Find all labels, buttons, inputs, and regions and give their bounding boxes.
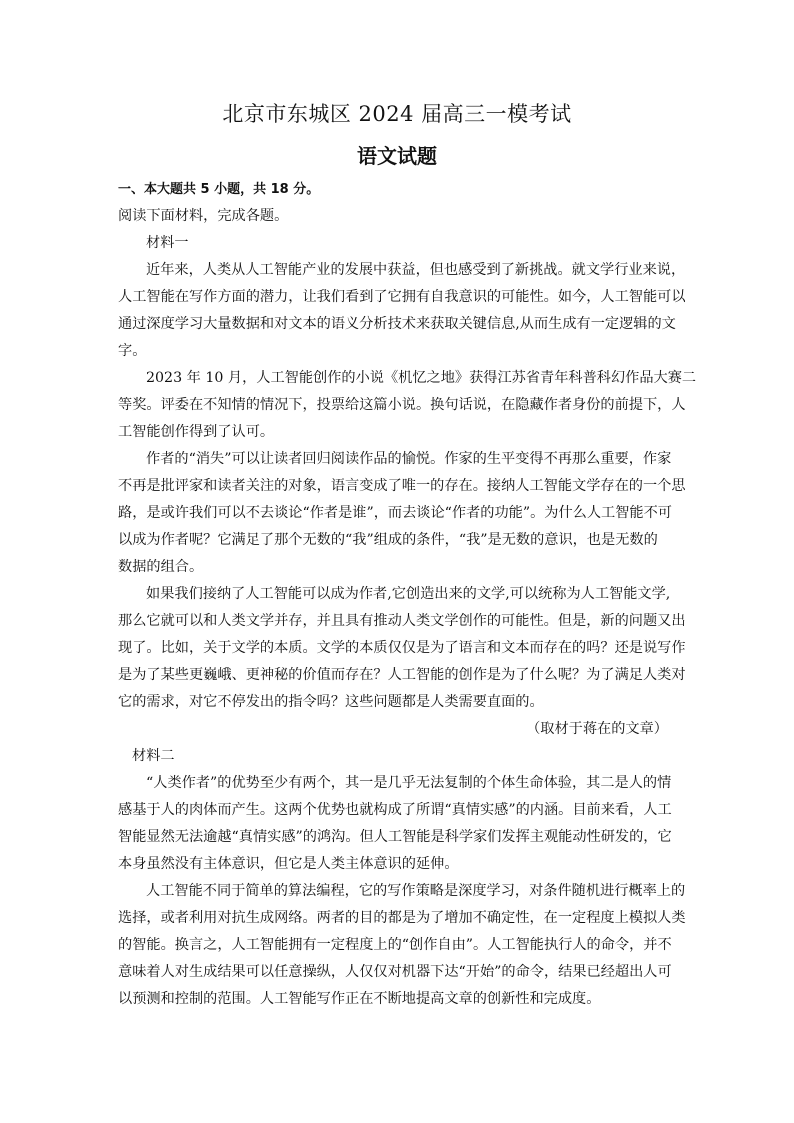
paragraph-line: 以成为作者呢？它满足了那个无数的“我”组成的条件，“我”是无数的意识，也是无数的 xyxy=(118,532,658,548)
paragraph-line: 路，是或许我们可以不去谈论“作者是谁”，而去谈论“作者的功能”。为什么人工智能不可 xyxy=(118,505,672,521)
paragraph-line: 的智能。换言之，人工智能拥有一定程度上的“创作自由”。人工智能执行人的命令，并不 xyxy=(118,937,672,953)
paragraph-line: 2023 年 10 月，人工智能创作的小说《机忆之地》获得江苏省青年科普科幻作品大赛二 xyxy=(146,370,697,386)
paragraph-line: 以预测和控制的范围。人工智能写作正在不断地提高文章的创新性和完成度。 xyxy=(118,991,601,1007)
paragraph-line: 如果我们接纳了人工智能可以成为作者,它创造出来的文学,可以统称为人工智能文学, xyxy=(146,586,671,602)
document-subtitle: 语文试题 xyxy=(357,144,437,168)
paragraph-line: 不再是批评家和读者关注的对象，语言变成了唯一的存在。接纳人工智能文学存在的一个思 xyxy=(118,478,686,494)
paragraph-line: 人工智能在写作方面的潜力，让我们看到了它拥有自我意识的可能性。如今，人工智能可以 xyxy=(118,289,686,305)
paragraph-line: 智能显然无法逾越“真情实感”的鸿沟。但人工智能是科学家们发挥主观能动性研发的，它 xyxy=(118,829,672,845)
material-1-label: 材料一 xyxy=(146,235,189,251)
document-title: 北京市东城区 2024 届高三一模考试 xyxy=(222,102,572,126)
paragraph-line: 选择，或者利用对抗生成网络。两者的目的都是为了增加不确定性，在一定程度上模拟人类 xyxy=(118,910,686,926)
paragraph-line: 意味着人对生成结果可以任意操纵，人仅仅对机器下达“开始”的命令，结果已经超出人可 xyxy=(118,964,672,980)
source-citation: （取材于蒋在的文章） xyxy=(526,721,668,737)
paragraph-line: “人类作者”的优势至少有两个，其一是几乎无法复制的个体生命体验，其二是人的情 xyxy=(146,775,672,791)
paragraph-line: 通过深度学习大量数据和对文本的语义分析技术来获取关键信息,从而生成有一定逻辑的文 xyxy=(118,316,676,332)
instruction: 阅读下面材料，完成各题。 xyxy=(118,208,289,224)
paragraph-line: 感基于人的肉体而产生。这两个优势也就构成了所谓“真情实感”的内涵。目前来看，人工 xyxy=(118,802,672,818)
material-2-label: 材料二 xyxy=(132,748,175,764)
paragraph-line: 它的需求，对它不停发出的指令吗？这些问题都是人类需要直面的。 xyxy=(118,694,544,710)
paragraph-line: 是为了某些更巍峨、更神秘的价值而存在？人工智能的创作是为了什么呢？为了满足人类对 xyxy=(118,667,686,683)
paragraph-line: 现了。比如，关于文学的本质。文学的本质仅仅是为了语言和文本而存在的吗？还是说写作 xyxy=(118,640,686,656)
paragraph-line: 近年来，人类从人工智能产业的发展中获益，但也感受到了新挑战。就文学行业来说， xyxy=(146,262,686,278)
paragraph-line: 数据的组合。 xyxy=(118,559,204,575)
paragraph-line: 等奖。评委在不知情的情况下，投票给这篇小说。换句话说，在隐藏作者身份的前提下，人 xyxy=(118,397,686,413)
section-header: 一、本大题共 5 小题，共 18 分。 xyxy=(118,182,320,197)
paragraph-line: 工智能创作得到了认可。 xyxy=(118,424,275,440)
paragraph-line: 那么它就可以和人类文学并存，并且具有推动人类文学创作的可能性。但是，新的问题又出 xyxy=(118,613,686,629)
document-body xyxy=(118,176,697,1013)
paragraph-line: 字。 xyxy=(118,343,147,359)
paragraph-line: 作者的“消失”可以让读者回归阅读作品的愉悦。作家的生平变得不再那么重要，作家 xyxy=(146,451,672,467)
paragraph-line: 本身虽然没有主体意识，但它是人类主体意识的延伸。 xyxy=(118,856,459,872)
paragraph-line: 人工智能不同于简单的算法编程，它的写作策略是深度学习，对条件随机进行概率上的 xyxy=(146,883,686,899)
